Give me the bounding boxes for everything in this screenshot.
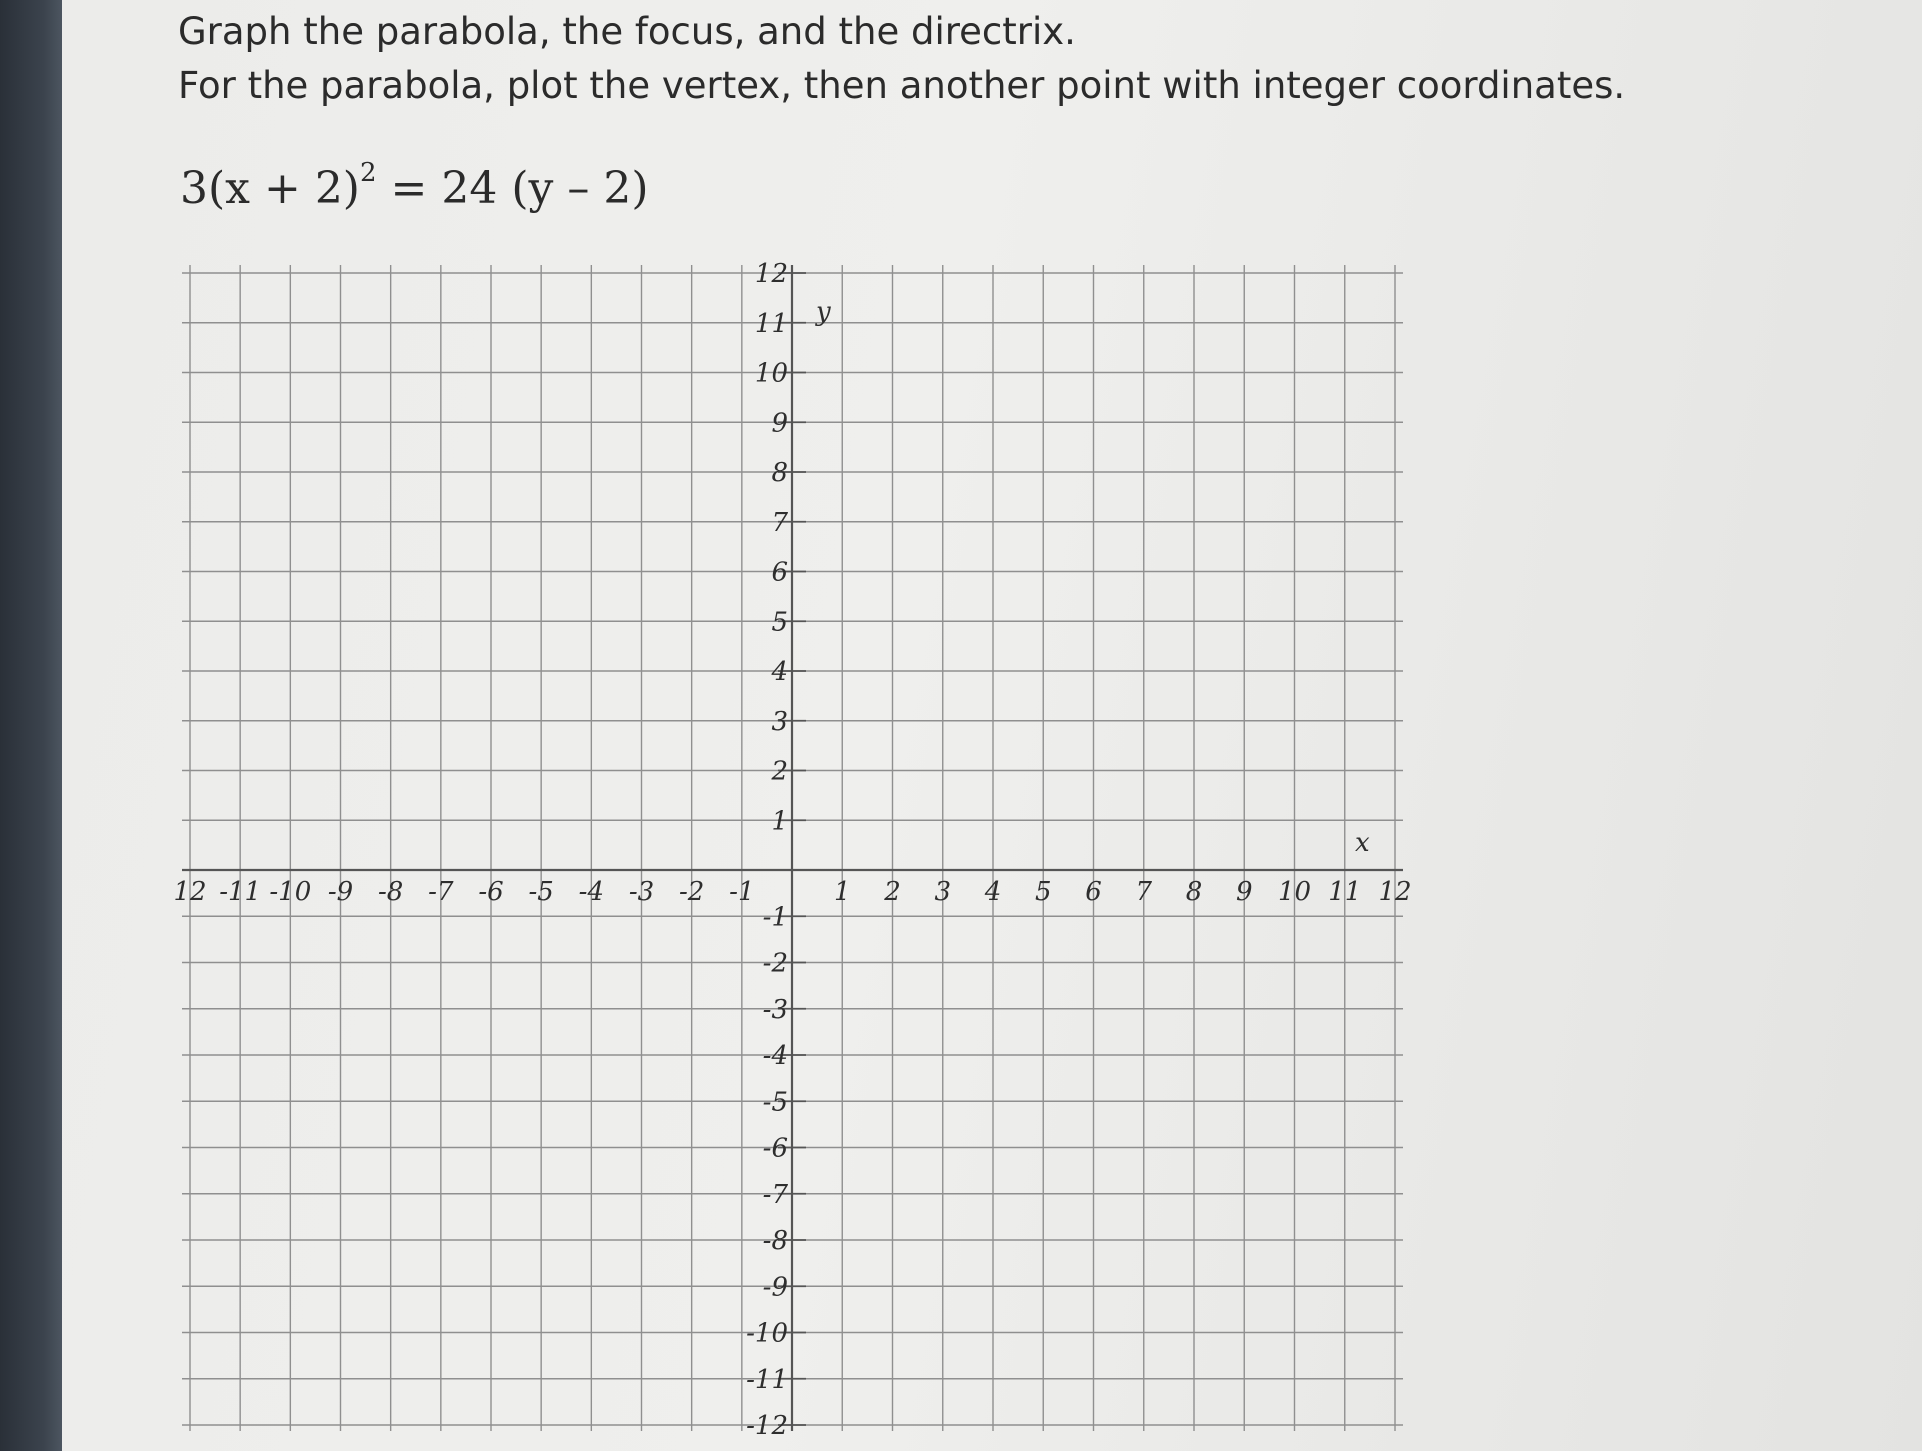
y-tick-label: -7: [762, 1179, 788, 1210]
x-tick-label: 12: [1378, 877, 1412, 907]
x-tick-label: -2: [679, 877, 705, 907]
equation-exponent: 2: [359, 158, 377, 188]
x-tick-label: -9: [327, 877, 354, 907]
y-tick-label: -6: [762, 1133, 788, 1164]
x-tick-label: 5: [1034, 877, 1052, 907]
y-tick-label: -4: [762, 1041, 788, 1071]
equation-left: 3(x + 2): [180, 163, 360, 214]
y-tick-label: 7: [771, 507, 788, 538]
instruction-line-2: For the parabola, plot the vertex, then another point with integer coordinates.: [178, 64, 1626, 107]
x-tick-label: -4: [578, 877, 604, 907]
x-tick-label: 3: [934, 877, 952, 907]
y-tick-label: -9: [762, 1272, 788, 1303]
x-tick-label: 10: [1277, 877, 1312, 907]
y-tick-label: -8: [762, 1226, 788, 1256]
y-tick-labels: [746, 259, 788, 1441]
y-tick-label: 11: [754, 308, 788, 339]
y-axis-label: y: [816, 297, 831, 327]
x-tick-label: 1: [833, 877, 851, 907]
x-tick-label: -3: [628, 877, 655, 907]
y-tick-label: -5: [762, 1087, 788, 1118]
y-tick-label: 8: [771, 458, 788, 488]
instruction-line-1: Graph the parabola, the focus, and the directrix.: [178, 10, 1076, 53]
y-tick-label: 4: [771, 657, 788, 687]
y-tick-label: 3: [771, 706, 788, 737]
x-tick-label: -6: [478, 877, 504, 907]
axes: [182, 265, 1403, 1431]
x-tick-label: -1: [729, 877, 755, 907]
x-tick-label: 11: [1328, 877, 1362, 907]
x-tick-label: -8: [378, 877, 404, 907]
x-tick-label: 2: [884, 877, 901, 907]
x-axis-label: x: [1355, 828, 1370, 858]
y-tick-label: -1: [762, 902, 788, 933]
x-tick-label: 7: [1135, 877, 1153, 907]
x-tick-label: 6: [1085, 877, 1102, 907]
x-tick-label: 8: [1185, 877, 1203, 907]
x-tick-label: 12: [173, 877, 207, 907]
y-tick-label: -11: [746, 1364, 788, 1395]
x-tick-label: -7: [428, 877, 454, 907]
y-tick-label: -2: [762, 948, 788, 979]
y-tick-label: 5: [771, 607, 788, 638]
equation-right: = 24 (y – 2): [376, 163, 649, 214]
y-tick-label: -3: [762, 994, 788, 1025]
y-tick-label: 9: [771, 408, 788, 439]
y-tick-label: 6: [771, 557, 788, 588]
y-tick-label: 1: [771, 806, 788, 837]
y-tick-label: 10: [754, 358, 788, 389]
y-tick-label: -12: [746, 1411, 788, 1441]
y-tick-label: 12: [754, 259, 788, 289]
y-tick-label: 2: [771, 756, 788, 787]
y-tick-label: -10: [746, 1318, 788, 1349]
x-tick-label: -5: [528, 877, 554, 907]
x-tick-label: -10: [269, 877, 312, 907]
x-tick-label: -11: [219, 877, 262, 907]
x-tick-label: 9: [1235, 877, 1253, 907]
x-tick-label: 4: [984, 877, 1002, 907]
